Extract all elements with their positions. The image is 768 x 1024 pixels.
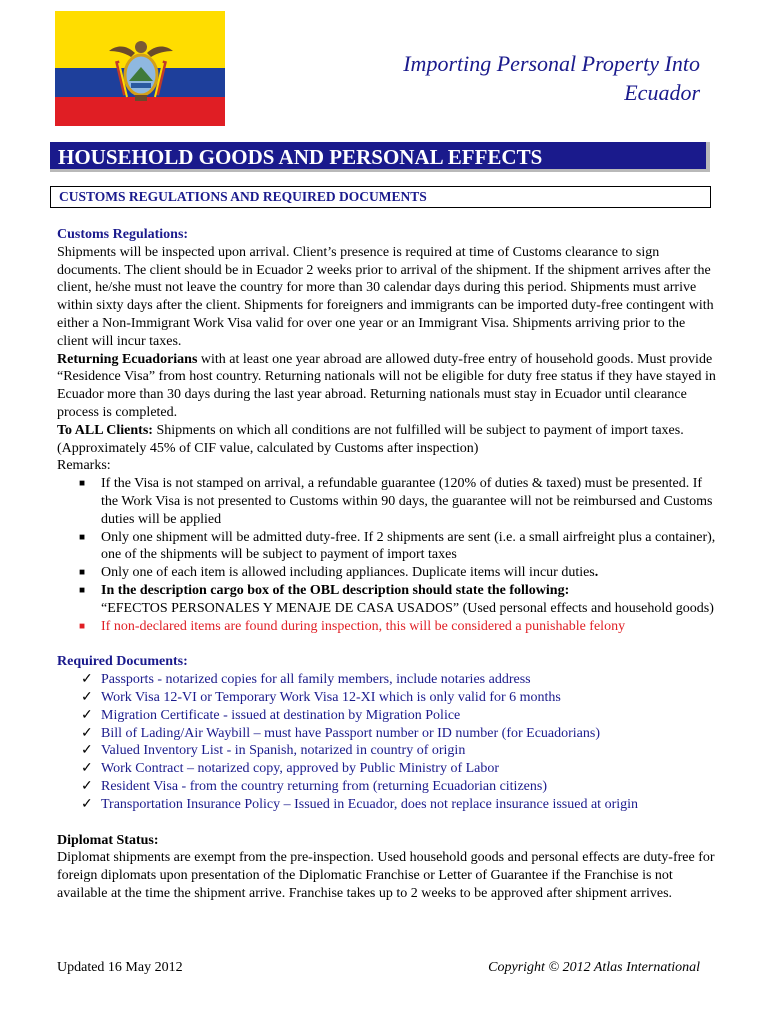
all-clients-paragraph <box>57 422 717 458</box>
customs-heading: Customs Regulations: <box>57 227 189 242</box>
diplomat-paragraph: Diplomat shipments are exempt from the pre-inspection. Used household goods and personal effects are duty-free for foreign diplomats upon presentation of the Diplomatic Franchise or Letter of Guarantee if the Franchise is not available at the time the shipment arrive. Franchise takes up to 2 weeks to be approved after shipment arrives. <box>57 850 715 901</box>
check-mark-icon: ✓ <box>81 761 93 777</box>
remark-text: “EFECTOS PERSONALES Y MENAJE DE CASA USADOS” (Used personal effects and household goods) <box>101 600 714 616</box>
remark-text: Only one shipment will be admitted duty-free. If 2 shipments are sent (i.e. a small airfreight plus a container), one of the shipments will be subject to payment of import taxes <box>101 529 716 563</box>
remark-period: . <box>594 565 599 581</box>
spacer <box>57 814 717 832</box>
remarks-label: Remarks: <box>57 458 111 474</box>
square-bullet-icon: ■ <box>79 531 86 543</box>
remark-item <box>57 475 717 528</box>
title-line-2: Ecuador <box>624 80 700 105</box>
remark-item-warning <box>57 618 717 636</box>
document-title <box>280 49 700 107</box>
remark-item <box>57 582 717 618</box>
subsection-banner: CUSTOMS REGULATIONS AND REQUIRED DOCUMENTS <box>50 186 711 208</box>
required-item-text: Valued Inventory List - in Spanish, notarized in country of origin <box>101 743 466 759</box>
square-bullet-icon: ■ <box>79 584 86 596</box>
required-item-text: Bill of Lading/Air Waybill – must have Passport number or ID number (for Ecuadorians) <box>101 725 601 741</box>
copyright: Copyright © 2012 Atlas International <box>488 960 700 975</box>
ecuador-flag-icon <box>55 11 225 126</box>
check-mark-icon: ✓ <box>81 672 93 688</box>
title-line-1: Importing Personal Property Into <box>403 51 700 76</box>
required-item <box>57 689 717 707</box>
coat-of-arms-icon <box>105 37 177 107</box>
required-item-text: Passports - notarized copies for all family members, include notaries address <box>101 672 531 688</box>
all-clients-text: Shipments on which all conditions are not fulfilled will be subject to payment of import taxes. (Approximately 45% of CIF value, calculated by Customs after inspection) <box>57 422 684 456</box>
required-item <box>57 725 717 743</box>
required-item-text: Transportation Insurance Policy – Issued in Ecuador, does not replace insurance issued at origin <box>101 796 639 812</box>
check-mark-icon: ✓ <box>81 778 93 794</box>
returning-paragraph <box>57 351 717 422</box>
required-item <box>57 671 717 689</box>
remark-warning-text: If non-declared items are found during inspection, this will be considered a punishable felony <box>101 618 626 634</box>
customs-paragraph: Shipments will be inspected upon arrival. Client’s presence is required at time of Customs clearance to sign documents. The client should be in Ecuador 2 weeks prior to arrival of the shipment. If the shipment arrives after the client, he/she must not leave the country for more than 30 calendar days during this period. Shipments must arrive within sixty days after the client. Shipments for foreigners and immigrants can be imported duty-free contingent with either a Non-Immigrant Work Visa valid for over one year or an Immigrant Visa. Shipments arriving prior to the client will incur taxes. <box>57 244 714 349</box>
required-item-text: Migration Certificate - issued at destination by Migration Police <box>101 707 461 723</box>
check-mark-icon: ✓ <box>81 743 93 759</box>
main-content <box>57 226 717 903</box>
remark-text: If the Visa is not stamped on arrival, a refundable guarantee (120% of duties & taxed) must be presented. If the Work Visa is not presented to Customs within 90 days, the guarantee will not be reimbursed and Customs duties will be applied <box>101 476 713 527</box>
required-item-text: Work Contract – notarized copy, approved by Public Ministry of Labor <box>101 761 500 777</box>
remark-bold-text: In the description cargo box of the OBL description should state the following: <box>101 582 570 598</box>
returning-text: with at least one year abroad are allowed duty-free entry of household goods. Must provide “Residence Visa” from host country. Returning nationals will not be eligible for duty free status if they have stayed in Ecuador more than 30 days during the last year abroad. Returning nationals must stay in Ecuador until clearance process is completed. <box>57 351 716 420</box>
section-banner: HOUSEHOLD GOODS AND PERSONAL EFFECTS <box>50 142 710 172</box>
remark-item <box>57 529 717 565</box>
required-item <box>57 778 717 796</box>
required-item <box>57 796 717 814</box>
required-heading: Required Documents: <box>57 654 188 670</box>
returning-lead: Returning Ecuadorians <box>57 351 198 367</box>
updated-date: Updated 16 May 2012 <box>57 960 183 975</box>
square-bullet-icon: ■ <box>79 478 86 490</box>
required-documents-list <box>57 671 717 813</box>
required-item <box>57 760 717 778</box>
check-mark-icon: ✓ <box>81 689 93 705</box>
all-clients-lead: To ALL Clients: <box>57 422 153 438</box>
required-item <box>57 707 717 725</box>
square-bullet-icon: ■ <box>79 567 86 579</box>
diplomat-heading: Diplomat Status: <box>57 832 159 848</box>
remarks-list <box>57 475 717 635</box>
required-item-text: Resident Visa - from the country returning from (returning Ecuadorian citizens) <box>101 778 547 794</box>
remark-text: Only one of each item is allowed including appliances. Duplicate items will incur duties <box>101 565 595 581</box>
check-mark-icon: ✓ <box>81 796 93 812</box>
remark-item <box>57 564 717 582</box>
required-item-text: Work Visa 12-VI or Temporary Work Visa 12-XI which is only valid for 6 months <box>101 689 561 705</box>
spacer <box>57 635 717 653</box>
check-mark-icon: ✓ <box>81 725 93 741</box>
square-bullet-icon: ■ <box>79 620 86 632</box>
required-item <box>57 742 717 760</box>
check-mark-icon: ✓ <box>81 707 93 723</box>
